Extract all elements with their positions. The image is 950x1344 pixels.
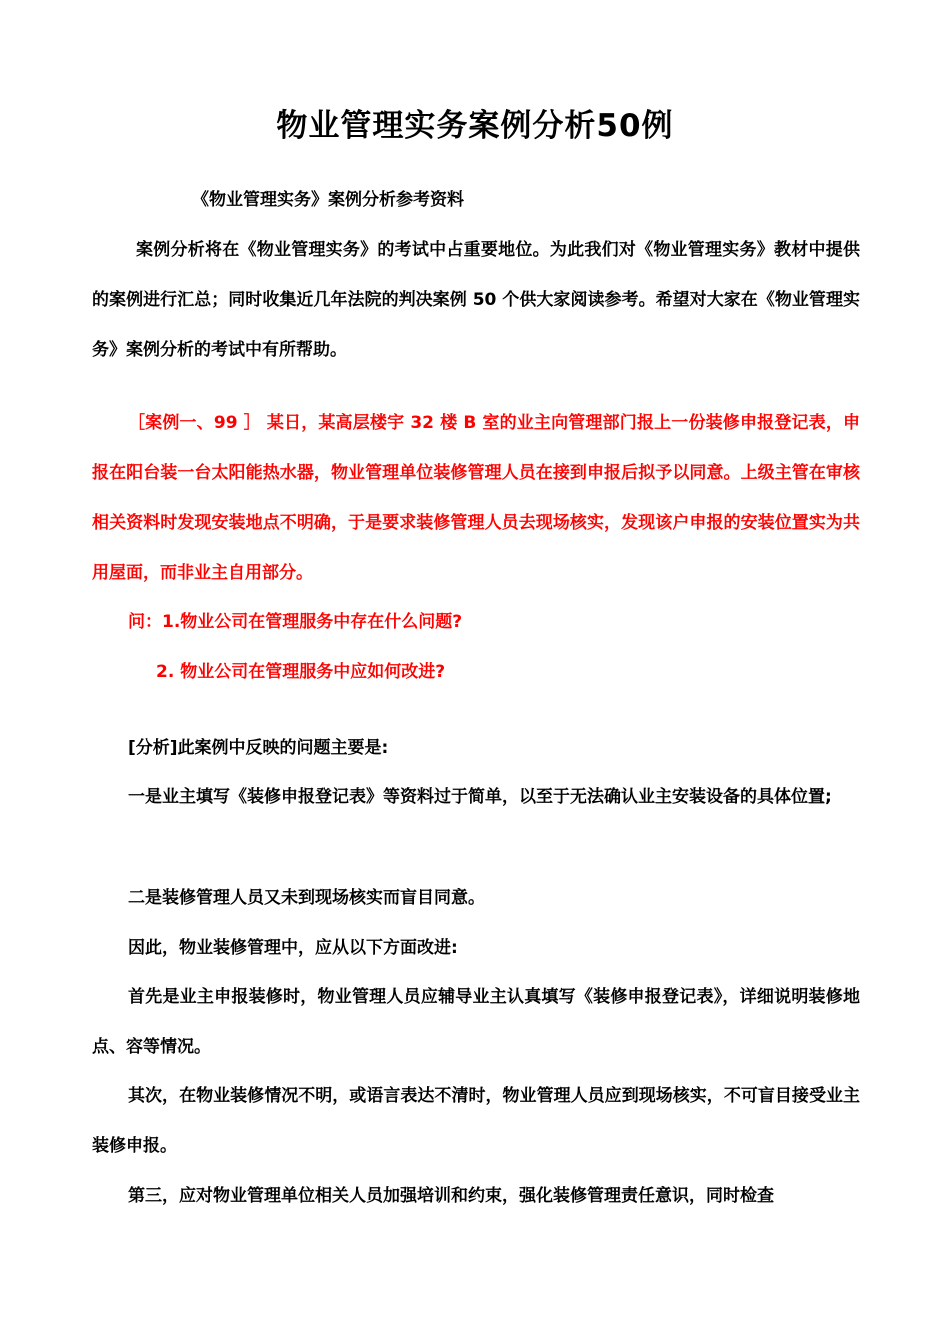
document-subtitle: 《物业管理实务》案例分析参考资料 [192,190,464,210]
case-one-question-1: 问：1.物业公司在管理服务中存在什么问题? [128,612,463,632]
intro-paragraph: 案例分析将在《物业管理实务》的考试中占重要地位。为此我们对《物业管理实务》教材中提供的案例进行汇总；同时收集近几年法院的判决案例 50 个供大家阅读参考。希望对大家在《物业管理实务》案例分析的考试中有所帮助。 [92,240,860,360]
improvement-heading: 因此，物业装修管理中，应从以下方面改进: [128,938,458,958]
improvement-1: 首先是业主申报装修时，物业管理人员应辅导业主认真填写《装修申报登记表》，详细说明装修地点、容等情况。 [92,987,860,1057]
improvement-2: 其次，在物业装修情况不明，或语言表达不清时，物业管理人员应到现场核实，不可盲目接受业主装修申报。 [92,1086,860,1156]
analysis-heading: [分析]此案例中反映的问题主要是: [128,738,389,758]
analysis-point-2: 二是装修管理人员又未到现场核实而盲目同意。 [128,888,485,908]
case-one-paragraph: ［案例一、99 ］ 某日，某高层楼宇 32 楼 B 室的业主向管理部门报上一份装修申报登记表，申报在阳台装一台太阳能热水器，物业管理单位装修管理人员在接到申报后拟予以同意。上级主管在审核相关资料时发现安装地点不明确，于是要求装修管理人员去现场核实，发现该户申报的安装位置实为共用屋面，而非业主自用部分。 [92,413,860,583]
case-one-question-2: 2. 物业公司在管理服务中应如何改进? [156,662,446,682]
analysis-point-1: 一是业主填写《装修申报登记表》等资料过于简单，以至于无法确认业主安装设备的具体位置; [128,787,832,807]
document-title: 物业管理实务案例分析50例 [276,108,674,144]
improvement-3: 第三，应对物业管理单位相关人员加强培训和约束，强化装修管理责任意识，同时检查 [128,1186,774,1206]
